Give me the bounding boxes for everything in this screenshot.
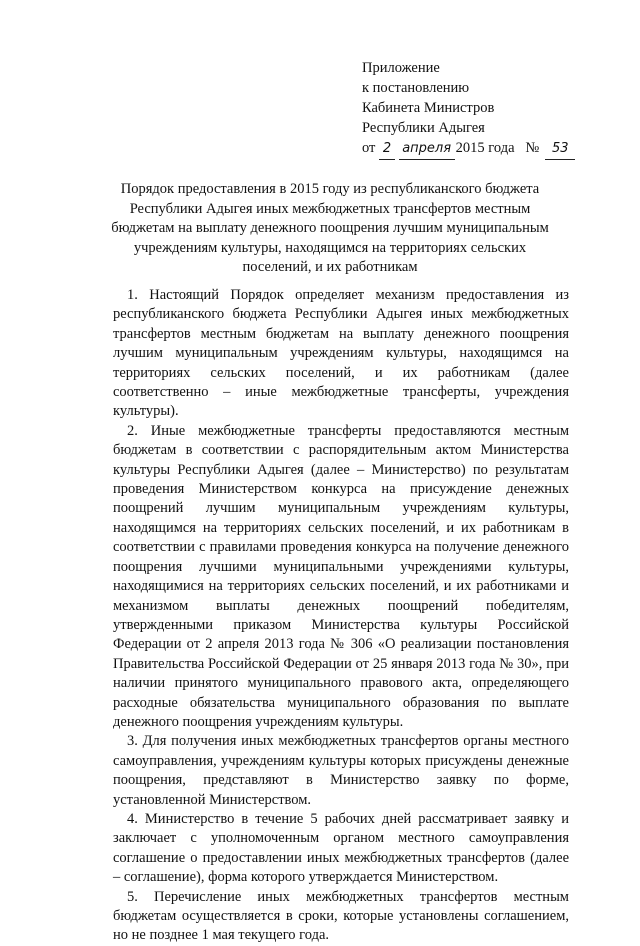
appendix-block [362,58,575,160]
document-number: 53 [545,139,575,160]
document-body [113,286,569,946]
paragraph-4: 4. Министерство в течение 5 рабочих дней рассматривает заявку и заключает с уполномоченным органом местного самоуправления соглашение о предоставлении иных межбюджетных трансфертов (далее – соглашение), форма которого утверждается Министерством. [113,810,569,886]
number-sign: № [525,140,540,156]
title-line: Порядок предоставления в 2015 году из республиканского бюджета [120,181,540,197]
title-line: поселений, и их работникам [242,259,418,275]
title-line: Республики Адыгея иных межбюджетных трансфертов местным [129,200,531,217]
appendix-date-line [362,138,575,160]
title-line: бюджетам на выплату денежного поощрения лучшим муниципальным [111,220,549,236]
date-month: апреля [399,139,455,160]
paragraph-3: 3. Для получения иных межбюджетных трансфертов органы местного самоуправления, учреждениям культуры которых присуждены денежные поощрения, представляют в Министерство заявку по форме, установленной Министерством. [113,733,569,808]
date-prefix: от [362,140,376,156]
paragraph-2: 2. Иные межбюджетные трансферты предоставляются местным бюджетам в соответствии с распорядительным актом Министерства культуры Республики Адыгея (далее – Министерство) по результатам проведения Министерством конкурса на присуждение денежных поощрений лучшим муниципальным учреждениям культуры, находящимся на территориях сельских поселений, и их работникам в соответствии с правилами проведения конкурса на получение денежного поощрения лучшими муниципальными учреждениями культуры, находящимися на территориях сельских поселений, и их работниками и механизмом выплаты денежных поощрений победителям, утвержденными приказом Министерства культуры Российской Федерации от 2 апреля 2013 года № 306 «О реализации постановления Правительства Российской Федерации от 25 января 2013 года № 30», при наличии принятого муниципального правового акта, определяющего расходные обязательства муниципального образования по выплате денежного поощрения учреждениям культуры. [113,422,569,730]
date-day: 2 [379,139,395,160]
paragraph-5: 5. Перечисление иных межбюджетных трансфертов местным бюджетам осуществляется в сроки, которые установлены соглашением, но не позднее 1 мая текущего года. [113,888,569,944]
appendix-line-2: к постановлению [362,80,470,96]
appendix-line-1: Приложение [362,60,440,76]
paragraph-1: 1. Настоящий Порядок определяет механизм предоставления из республиканского бюджета Республики Адыгея иных межбюджетных трансфертов местным бюджетам на выплату денежного поощрения лучшим муниципальным учреждениям культуры, находящимся на территориях сельских поселений, и их работникам (далее соответственно – иные межбюджетные трансферты, учреждения культуры). [113,287,569,420]
date-year: 2015 года [455,140,515,156]
title-line: учреждениям культуры, находящимся на территориях сельских [133,239,527,256]
appendix-line-4: Республики Адыгея [362,120,485,136]
document-title [80,180,580,278]
appendix-line-3: Кабинета Министров [362,100,495,116]
